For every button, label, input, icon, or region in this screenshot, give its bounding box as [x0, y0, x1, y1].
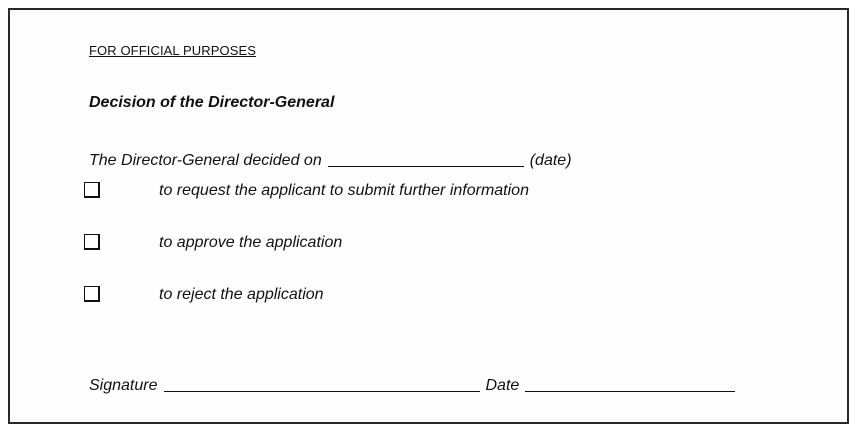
date-hint-label: (date)	[529, 152, 572, 169]
official-purposes-heading: FOR OFFICIAL PURPOSES	[89, 43, 257, 58]
request-info-checkbox[interactable]	[84, 182, 100, 198]
approve-checkbox[interactable]	[84, 234, 100, 250]
official-decision-form	[8, 8, 849, 424]
signature-row	[89, 377, 741, 395]
option-label: to request the applicant to submit further information	[159, 182, 529, 199]
decided-on-label: The Director-General decided on	[89, 152, 322, 169]
option-label: to approve the application	[159, 234, 343, 251]
reject-checkbox[interactable]	[84, 286, 100, 302]
decision-title: Decision of the Director-General	[89, 94, 335, 111]
signature-label: Signature	[89, 377, 158, 394]
date-label: Date	[485, 377, 520, 394]
signature-date-field[interactable]	[525, 391, 735, 392]
signature-field[interactable]	[164, 391, 480, 392]
option-label: to reject the application	[159, 286, 324, 303]
decision-date-row	[89, 152, 572, 170]
decision-date-field[interactable]	[328, 166, 524, 167]
